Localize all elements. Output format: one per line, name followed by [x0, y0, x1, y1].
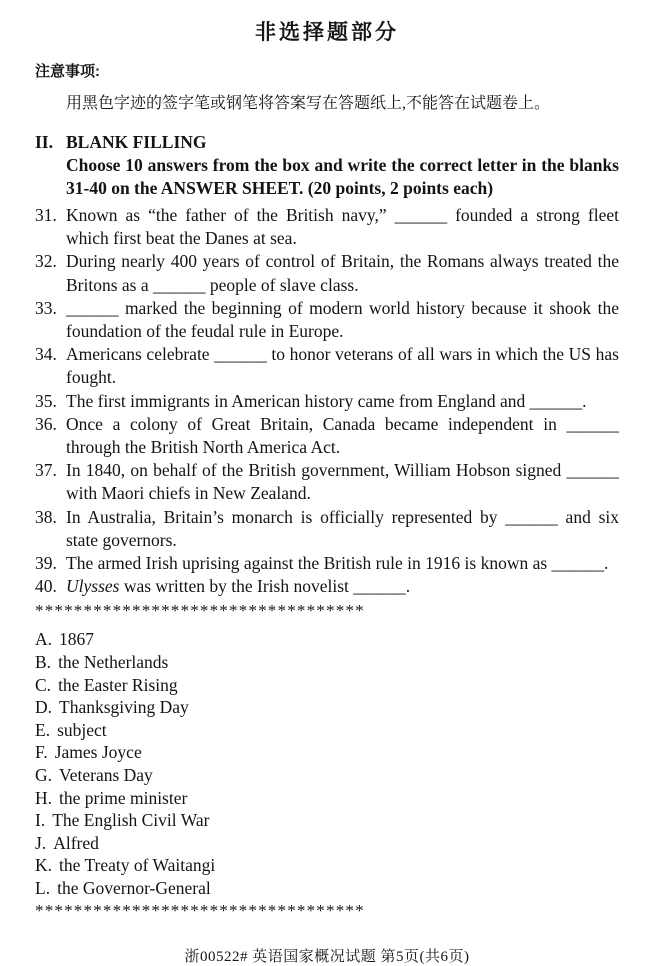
section-heading: [35, 131, 619, 154]
option-text: the Easter Rising: [58, 674, 178, 695]
question-33: [35, 297, 619, 343]
option-b: [35, 651, 619, 674]
question-37: [35, 459, 619, 505]
option-text: Veterans Day: [59, 765, 153, 786]
question-35: [35, 390, 619, 413]
option-j: [35, 832, 619, 855]
section-title: BLANK FILLING: [66, 132, 207, 152]
question-number: 34.: [35, 344, 57, 365]
option-l: [35, 877, 619, 900]
question-40: [35, 575, 619, 598]
answer-box: [35, 628, 619, 899]
question-text: In Australia, Britain’s monarch is officially represented by ______ and six state governors.: [66, 506, 619, 550]
option-text: 1867: [59, 629, 95, 650]
section-instruction: Choose 10 answers from the box and write the correct letter in the blanks 31-40 on the ANSWER SHEET. (20 points, 2 points each): [66, 155, 619, 198]
question-text: Once a colony of Great Britain, Canada became independent in ______ through the British North America Act.: [66, 413, 619, 458]
option-h: [35, 787, 619, 810]
question-text: In 1840, on behalf of the British government, William Hobson signed ______ with Maori chiefs in New Zealand.: [66, 460, 619, 504]
question-34: [35, 343, 619, 389]
option-k: [35, 854, 619, 877]
question-text: During nearly 400 years of control of Britain, the Romans always treated the Britons as a ______ people of slave class.: [66, 251, 619, 295]
option-letter: G.: [35, 765, 53, 786]
notice-body: 用黑色字迹的签字笔或钢笔将答案写在答题纸上,不能答在试题卷上。: [66, 95, 551, 112]
option-letter: J.: [35, 832, 47, 853]
option-a: [35, 628, 619, 651]
question-number: 39.: [35, 553, 57, 574]
option-letter: F.: [35, 742, 48, 763]
option-i: [35, 809, 619, 832]
option-text: The English Civil War: [52, 810, 210, 831]
book-title-ulysses: Ulysses: [66, 576, 120, 597]
option-letter: K.: [35, 855, 53, 876]
option-e: [35, 719, 619, 742]
notice-heading: 注意事项:: [35, 63, 100, 80]
option-text: James Joyce: [54, 742, 142, 763]
question-number: 32.: [35, 251, 57, 272]
question-text: Americans celebrate ______ to honor veterans of all wars in which the US has fought.: [66, 344, 619, 388]
option-text: the prime minister: [59, 787, 188, 808]
question-number: 37.: [35, 460, 57, 481]
question-38: [35, 506, 619, 552]
question-39: [35, 552, 619, 575]
option-g: [35, 764, 619, 787]
page-footer: 浙00522# 英语国家概况试题 第5页(共6页): [184, 948, 470, 965]
question-text-rest: was written by the Irish novelist ______.: [119, 576, 411, 597]
question-text: The armed Irish uprising against the British rule in 1916 is known as ______.: [66, 553, 609, 574]
question-number: 38.: [35, 506, 57, 527]
option-letter: C.: [35, 674, 52, 695]
option-letter: B.: [35, 652, 52, 673]
notice-section: [35, 60, 619, 113]
option-text: the Governor-General: [57, 877, 211, 898]
asterisk-divider-bottom: **********************************: [35, 900, 365, 920]
option-letter: I.: [35, 810, 46, 831]
question-number: 40.: [35, 576, 57, 597]
option-letter: E.: [35, 719, 51, 740]
option-text: Thanksgiving Day: [59, 697, 189, 718]
question-31: [35, 204, 619, 250]
question-text: ______ marked the beginning of modern world history because it shook the foundation of the feudal rule in Europe.: [66, 297, 619, 342]
question-text: Known as “the father of the British navy,” ______ founded a strong fleet which first beat the Danes at sea.: [66, 205, 619, 249]
question-36: [35, 413, 619, 459]
option-text: the Netherlands: [58, 652, 169, 673]
question-number: 35.: [35, 390, 57, 411]
option-letter: D.: [35, 697, 53, 718]
section-number: II.: [35, 132, 53, 152]
option-letter: H.: [35, 787, 53, 808]
option-d: [35, 696, 619, 719]
option-text: Alfred: [53, 832, 99, 853]
question-32: [35, 250, 619, 296]
page-title: 非选择题部分: [255, 21, 399, 44]
option-letter: A.: [35, 629, 53, 650]
option-f: [35, 741, 619, 764]
question-text: [66, 575, 619, 598]
question-text: The first immigrants in American history came from England and ______.: [66, 390, 587, 411]
question-number: 36.: [35, 413, 57, 434]
question-number: 33.: [35, 297, 57, 318]
option-text: the Treaty of Waitangi: [59, 855, 216, 876]
option-letter: L.: [35, 877, 51, 898]
option-text: subject: [57, 719, 107, 740]
question-list: [35, 204, 619, 598]
asterisk-divider-top: **********************************: [35, 601, 365, 621]
option-c: [35, 674, 619, 697]
question-number: 31.: [35, 205, 57, 225]
